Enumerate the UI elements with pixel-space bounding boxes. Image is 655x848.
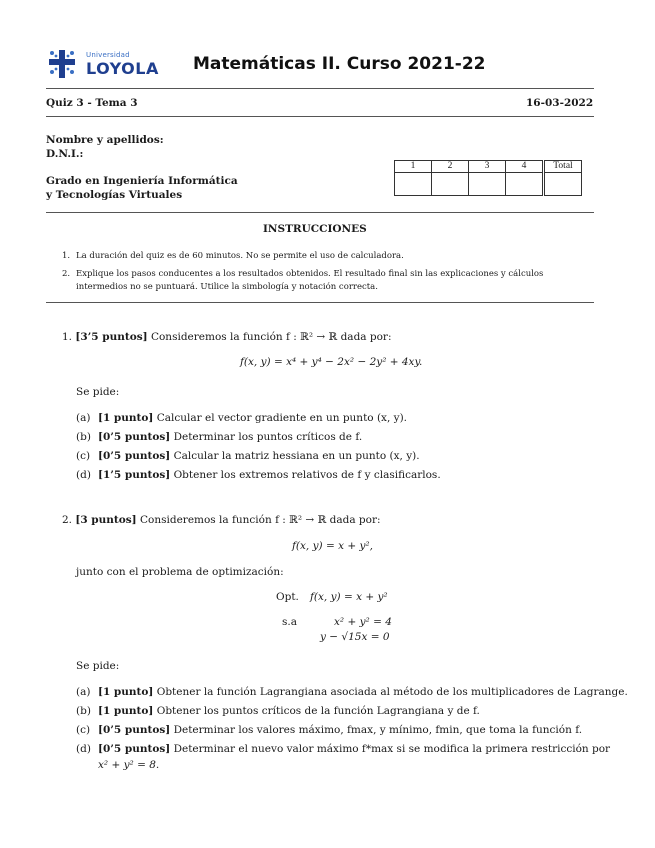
q1-points: [3’5 puntos]	[75, 331, 148, 343]
score-table	[394, 160, 582, 196]
score-cell[interactable]	[469, 173, 506, 196]
q2-part-b	[76, 705, 480, 717]
score-cell[interactable]	[432, 173, 469, 196]
q2-part-d	[76, 743, 610, 755]
loyola-cross-icon	[46, 48, 80, 80]
score-header: 2	[432, 161, 469, 173]
q1-part-a	[76, 412, 407, 424]
part-label: (d)	[76, 469, 91, 481]
score-header-total: Total	[544, 161, 582, 173]
logo-small-text: Universidad	[86, 51, 130, 59]
part-label: (d)	[76, 743, 91, 755]
part-points: [1 punto]	[98, 705, 154, 717]
score-header: 1	[395, 161, 432, 173]
opt-label: Opt.	[276, 591, 299, 603]
score-header: 3	[469, 161, 506, 173]
part-points: [0’5 puntos]	[98, 431, 171, 443]
part-text: Obtener los puntos críticos de la función Lagrangiana y de f.	[156, 705, 480, 717]
part-points: [1’5 puntos]	[98, 469, 171, 481]
page-title: Matemáticas II. Curso 2021-22	[193, 54, 486, 74]
part-label: (b)	[76, 431, 91, 443]
q2-part-d-continuation: x² + y² = 8.	[98, 759, 160, 771]
part-points: [1 punto]	[98, 412, 154, 424]
name-label: Nombre y apellidos:	[46, 134, 164, 146]
part-label: (c)	[76, 724, 91, 736]
top-divider	[46, 88, 594, 89]
q1-se-pide: Se pide:	[76, 386, 120, 398]
part-label: (c)	[76, 450, 91, 462]
part-text: Determinar los valores máximo, fmax, y mínimo, fmin, que toma la función f.	[173, 724, 583, 736]
q2-part-c	[76, 724, 582, 736]
instruction-item: 2.	[62, 269, 71, 279]
logo-name: LOYOLA	[86, 59, 159, 78]
score-cell-total[interactable]	[544, 173, 582, 196]
instruction-text: intermedios no se puntuará. Utilice la simbología y notación correcta.	[76, 282, 378, 292]
q1-part-c	[76, 450, 420, 462]
q1-part-b	[76, 431, 362, 443]
q1-number: 1.	[62, 331, 73, 343]
instruction-text: La duración del quiz es de 60 minutos. No se permite el uso de calculadora.	[76, 251, 404, 261]
constraint-2: y − √15x = 0	[320, 631, 390, 643]
part-points: [0’5 puntos]	[98, 743, 171, 755]
sa-label: s.a	[282, 616, 297, 628]
part-points: [1 punto]	[98, 686, 154, 698]
part-label: (a)	[76, 686, 91, 698]
part-points: [0’5 puntos]	[98, 724, 171, 736]
quiz-divider	[46, 116, 594, 117]
q2-points: [3 puntos]	[75, 514, 137, 526]
q2-part-a	[76, 686, 628, 698]
part-text: Obtener los extremos relativos de f y clasificarlos.	[173, 469, 441, 481]
q2-formula: f(x, y) = x + y²,	[292, 540, 373, 552]
part-label: (a)	[76, 412, 91, 424]
q2-heading	[62, 514, 381, 526]
constraint-1: x² + y² = 4	[334, 616, 392, 628]
part-text: Determinar el nuevo valor máximo f*max si se modifica la primera restricción por	[173, 743, 611, 755]
dni-label: D.N.I.:	[46, 148, 84, 160]
q1-formula: f(x, y) = x⁴ + y⁴ − 2x² − 2y² + 4xy.	[240, 356, 423, 368]
part-text: Calcular la matriz hessiana en un punto (x, y).	[173, 450, 420, 462]
part-label: (b)	[76, 705, 91, 717]
q1-heading	[62, 331, 392, 343]
part-text: Determinar los puntos críticos de f.	[173, 431, 363, 443]
score-cell[interactable]	[395, 173, 432, 196]
q2-se-pide: Se pide:	[76, 660, 120, 672]
score-header: 4	[506, 161, 544, 173]
score-cell[interactable]	[506, 173, 544, 196]
instructions-heading: INSTRUCCIONES	[263, 223, 367, 235]
instruction-text: Explique los pasos conducentes a los resultados obtenidos. El resultado final sin las explicaciones y cálculos	[76, 269, 544, 279]
instructions-bottom-divider	[46, 302, 594, 303]
university-logo	[46, 46, 166, 82]
part-text: Obtener la función Lagrangiana asociada al método de los multiplicadores de Lagrange.	[156, 686, 628, 698]
q2-junto: junto con el problema de optimización:	[76, 566, 284, 578]
instructions-top-divider	[46, 212, 594, 213]
opt-expression: f(x, y) = x + y²	[310, 591, 388, 603]
q1-part-d	[76, 469, 441, 481]
part-text: Calcular el vector gradiente en un punto (x, y).	[156, 412, 408, 424]
q1-intro: Consideremos la función f : ℝ² → ℝ dada por:	[150, 331, 392, 343]
q2-intro: Consideremos la función f : ℝ² → ℝ dada por:	[140, 514, 381, 526]
quiz-label: Quiz 3 - Tema 3	[46, 97, 138, 109]
quiz-date: 16-03-2022	[526, 97, 594, 109]
part-points: [0’5 puntos]	[98, 450, 171, 462]
degree-line-1: Grado en Ingeniería Informática	[46, 175, 238, 187]
degree-line-2: y Tecnologías Virtuales	[46, 189, 183, 201]
q2-number: 2.	[62, 514, 73, 526]
instruction-item: 1.	[62, 251, 71, 261]
